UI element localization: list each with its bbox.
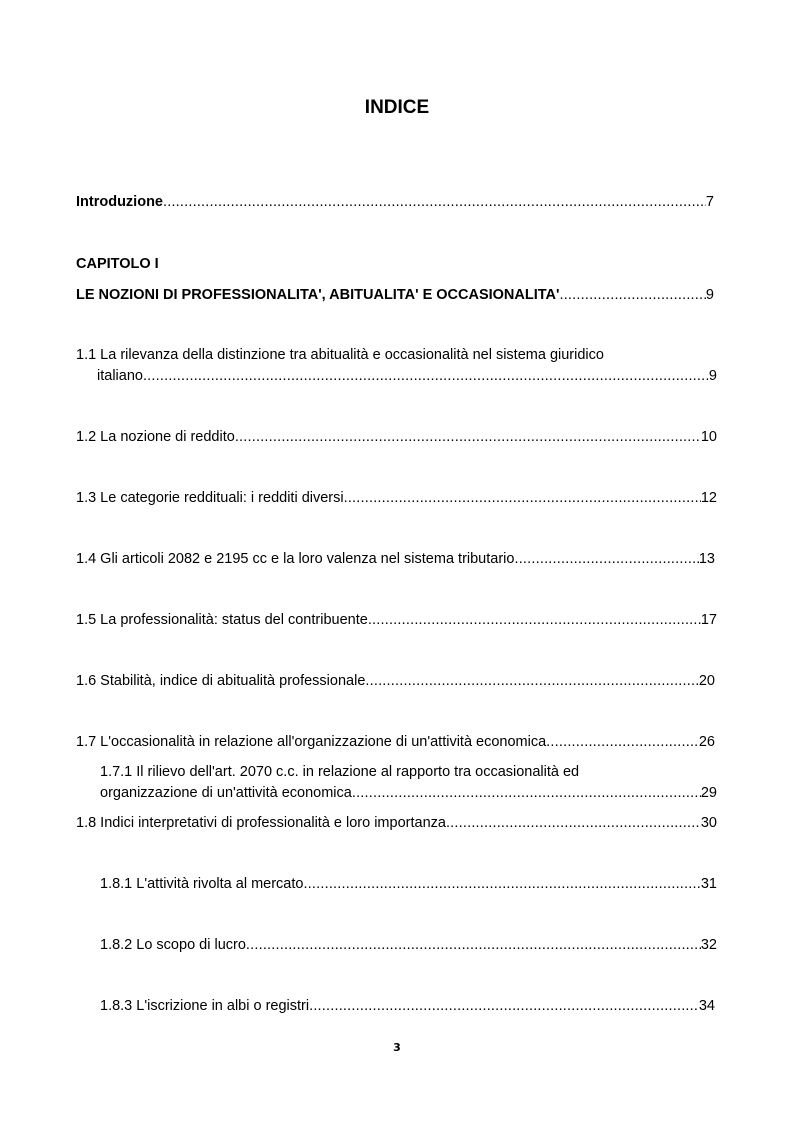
- toc-entry-1-6: [76, 672, 715, 690]
- toc-entry-page: 10: [700, 429, 717, 445]
- toc-entry-label: 1.4 Gli articoli 2082 e 2195 cc e la loro valenza nel sistema tributario: [76, 551, 515, 567]
- toc-entry-chapter-title: [76, 286, 714, 304]
- toc-entry-label: 1.8.2 Lo scopo di lucro: [100, 937, 246, 953]
- dot-leader: [559, 286, 705, 304]
- toc-entry-1-2: [76, 428, 717, 446]
- dot-leader: [546, 733, 699, 751]
- toc-entry-page: 20: [698, 673, 715, 689]
- dot-leader: [446, 814, 701, 832]
- toc-entry-label: 1.6 Stabilità, indice di abitualità professionale: [76, 673, 366, 689]
- toc-entry-page: 12: [700, 490, 717, 506]
- dot-leader: [143, 367, 709, 385]
- toc-entry-label: 1.8.1 L'attività rivolta al mercato: [100, 876, 304, 892]
- toc-entry-1-8-3: [100, 997, 715, 1015]
- dot-leader: [246, 936, 701, 954]
- toc-entry-page: 29: [700, 785, 717, 801]
- toc-entry-1-8-2: [100, 936, 717, 954]
- toc-entry-1-1-line1: 1.1 La rilevanza della distinzione tra abitualità e occasionalità nel sistema giuridico: [76, 347, 604, 363]
- toc-entry-1-1: [97, 367, 717, 385]
- dot-leader: [235, 428, 701, 446]
- dot-leader: [514, 550, 698, 568]
- dot-leader: [303, 875, 700, 893]
- page-number: 3: [393, 1041, 401, 1054]
- page-title: INDICE: [364, 97, 430, 118]
- toc-entry-1-8-1: [100, 875, 717, 893]
- toc-entry-page: 26: [698, 734, 715, 750]
- toc-entry-label: italiano: [97, 368, 143, 384]
- toc-entry-label: Introduzione: [76, 194, 163, 210]
- toc-entry-page: 32: [700, 937, 717, 953]
- toc-entry-1-3: [76, 489, 717, 507]
- dot-leader: [368, 611, 701, 629]
- toc-entry-page: 13: [698, 551, 715, 567]
- toc-entry-1-7-1: [100, 784, 717, 802]
- toc-entry-1-5: [76, 611, 717, 629]
- toc-entry-introduction: [76, 193, 714, 211]
- dot-leader: [163, 193, 706, 211]
- chapter-heading: CAPITOLO I: [76, 256, 159, 272]
- toc-entry-1-7: [76, 733, 715, 751]
- dot-leader: [352, 784, 701, 802]
- toc-entry-label: 1.2 La nozione di reddito: [76, 429, 235, 445]
- dot-leader: [365, 672, 698, 690]
- toc-entry-page: 31: [700, 876, 717, 892]
- toc-entry-page: 9: [705, 287, 714, 303]
- toc-entry-page: 9: [708, 368, 717, 384]
- toc-entry-page: 30: [700, 815, 717, 831]
- toc-entry-label: 1.7 L'occasionalità in relazione all'organizzazione di un'attività economica: [76, 734, 547, 750]
- dot-leader: [309, 997, 699, 1015]
- toc-entry-1-8: [76, 814, 717, 832]
- toc-entry-label: LE NOZIONI DI PROFESSIONALITA', ABITUALITA' E OCCASIONALITA': [76, 287, 560, 303]
- toc-entry-page: 34: [698, 998, 715, 1014]
- dot-leader: [344, 489, 701, 507]
- toc-entry-label: 1.5 La professionalità: status del contribuente: [76, 612, 368, 628]
- toc-entry-page: 17: [700, 612, 717, 628]
- toc-entry-label: 1.8 Indici interpretativi di professionalità e loro importanza: [76, 815, 446, 831]
- toc-entry-label: organizzazione di un'attività economica: [100, 785, 352, 801]
- toc-entry-label: 1.8.3 L'iscrizione in albi o registri: [100, 998, 310, 1014]
- toc-entry-page: 7: [705, 194, 714, 210]
- toc-entry-1-7-1-line1: 1.7.1 Il rilievo dell'art. 2070 c.c. in relazione al rapporto tra occasionalità ed: [100, 764, 580, 780]
- toc-entry-1-4: [76, 550, 715, 568]
- toc-entry-label: 1.3 Le categorie reddituali: i redditi diversi: [76, 490, 344, 506]
